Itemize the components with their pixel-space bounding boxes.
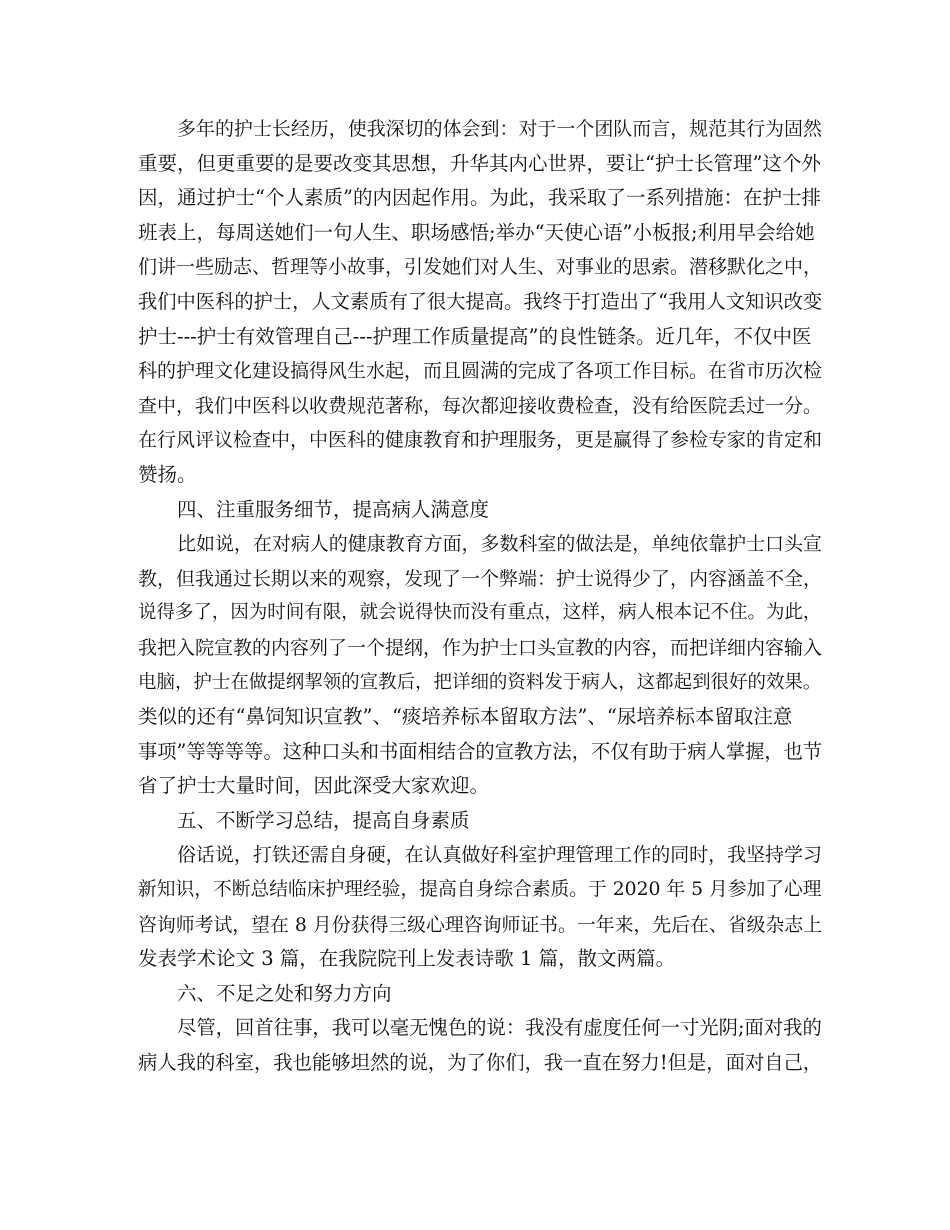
text-line: 因，通过护士“个人素质”的内因起作用。为此，我采取了一系列措施：在护士排: [138, 186, 821, 210]
text-line: 新知识，不断总结临床护理经验，提高自身综合素质。于 2020 年 5 月参加了心理: [138, 879, 822, 901]
text-line: 五、不断学习总结，提高自身素质: [177, 808, 470, 832]
text-line: 类似的还有“鼻饲知识宣教”、“痰培养标本留取方法”、“尿培养标本留取注意: [138, 705, 793, 729]
text-line: 俗话说，打铁还需自身硬，在认真做好科室护理管理工作的同时，我坚持学习: [177, 844, 822, 867]
text-line: 电脑，护士在做提纲挈领的宣教后，把详细的资料发于病人，这都起到很好的效果。: [138, 671, 822, 693]
text-line: 六、不足之处和努力方向: [177, 981, 392, 1005]
text-line: 多年的护士长经历，使我深切的体会到：对于一个团队而言，规范其行为固然: [177, 118, 822, 140]
text-line: 教，但我通过长期以来的观察，发现了一个弊端：护士说得少了，内容涵盖不全，: [138, 567, 823, 590]
text-line: 班表上，每周送她们一句人生、职场感悟;举办“天使心语”小板报;利用早会给她: [138, 220, 815, 244]
document-body: [138, 112, 822, 1081]
text-line: 事项”等等等等。这种口头和书面相结合的宣教方法，不仅有助于病人掌握，也节: [138, 739, 823, 763]
text-line: 尽管，回首往事，我可以毫无愧色的说：我没有虚度任何一寸光阴;面对我的: [177, 1016, 822, 1040]
text-line: 说得多了，因为时间有限，就会说得快而没有重点，这样，病人根本记不住。为此，: [138, 602, 822, 624]
text-line: 省了护士大量时间，因此深受大家欢迎。: [138, 774, 490, 798]
text-line: 们讲一些励志、哲理等小故事，引发她们对人生、对事业的思索。潜移默化之中，: [138, 256, 823, 279]
text-line: 四、注重服务细节，提高病人满意度: [177, 497, 490, 521]
text-line: 赞扬。: [138, 462, 197, 486]
text-line: 护士---护士有效管理自己---护理工作质量提高”的良性链条。近几年，不仅中医: [138, 324, 812, 348]
text-line: 发表学术论文 3 篇，在我院院刊上发表诗歌 1 篇，散文两篇。: [138, 947, 676, 971]
text-line: 我们中医科的护士，人文素质有了很大提高。我终于打造出了“我用人文知识改变: [138, 289, 823, 313]
text-line: 查中，我们中医科以收费规范著称，每次都迎接收费检查，没有给医院丢过一分。: [138, 394, 823, 417]
text-line: 重要，但更重要的是要改变其思想，升华其内心世界，要让“护士长管理”这个外: [138, 151, 821, 175]
text-line: 病人我的科室，我也能够坦然的说，为了你们，我一直在努力!但是，面对自己，: [138, 1051, 823, 1075]
text-line: 比如说，在对病人的健康教育方面，多数科室的做法是，单纯依靠护士口头宣: [177, 533, 822, 556]
text-line: 咨询师考试，望在 8 月份获得三级心理咨询师证书。一年来，先后在、省级杂志上: [138, 913, 823, 936]
text-line: 科的护理文化建设搞得风生水起，而且圆满的完成了各项工作目标。在省市历次检: [138, 360, 823, 383]
text-line: 在行风评议检查中，中医科的健康教育和护理服务，更是赢得了参检专家的肯定和: [138, 429, 823, 452]
text-line: 我把入院宣教的内容列了一个提纲，作为护士口头宣教的内容，而把详细内容输入: [138, 636, 823, 659]
